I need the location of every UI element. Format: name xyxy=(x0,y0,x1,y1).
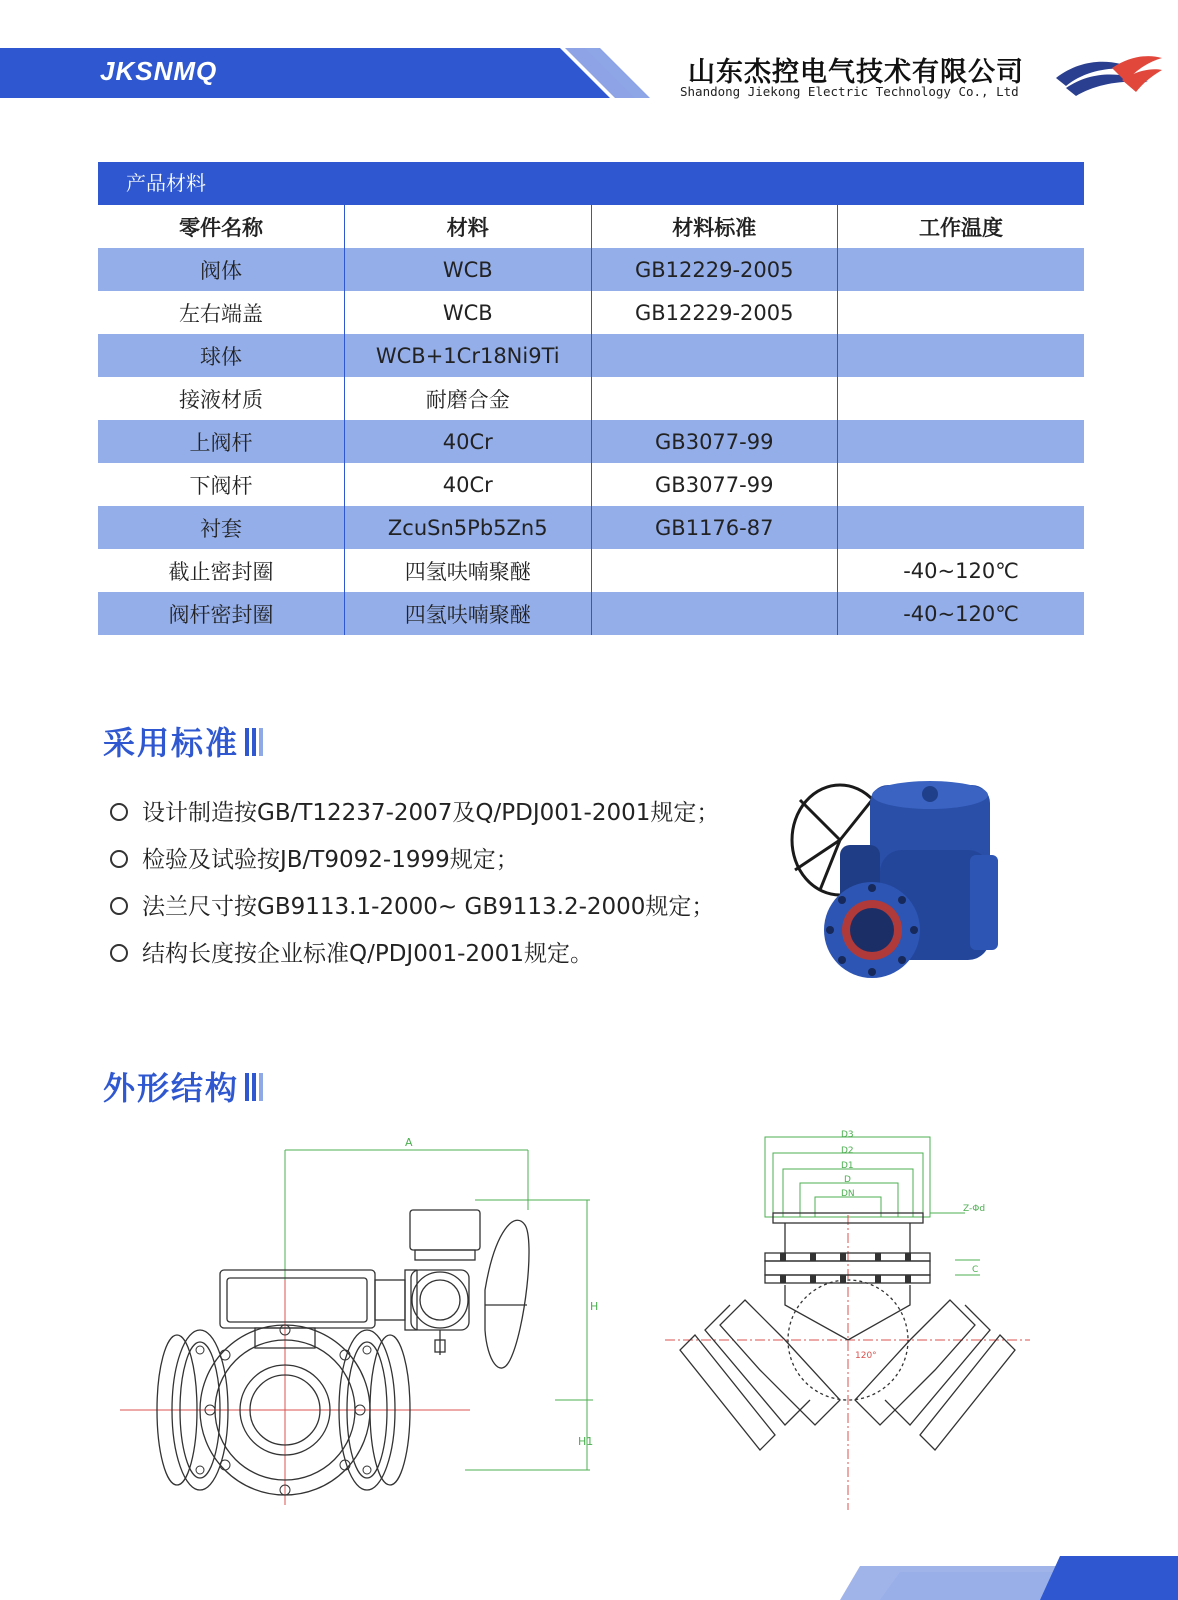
list-item-text: 设计制造按GB/T12237-2007及Q/PDJ001-2001规定； xyxy=(142,800,720,826)
table-cell xyxy=(838,506,1085,549)
table-cell: 阀杆密封圈 xyxy=(98,592,345,635)
bullet-circle-icon xyxy=(110,850,128,868)
company-logo-icon xyxy=(1052,48,1164,98)
top-view-drawing xyxy=(665,1125,1045,1525)
title-bars-icon xyxy=(245,1071,266,1109)
table-cell: 衬套 xyxy=(98,506,345,549)
table-row xyxy=(98,592,1084,635)
table-cell: 下阀杆 xyxy=(189,473,253,498)
list-item-text: 结构长度按企业标准Q/PDJ001-2001规定。 xyxy=(142,941,593,967)
company-name-cn: 山东杰控电气技术有限公司 xyxy=(688,57,1024,88)
table-cell: GB3077-99 xyxy=(591,463,838,506)
table-cell xyxy=(591,592,838,635)
list-item xyxy=(110,790,719,837)
table-cell: GB12229-2005 xyxy=(591,291,838,334)
table-cell: WCB xyxy=(345,248,592,291)
list-item-text: 检验及试验按JB/T9092-1999规定； xyxy=(142,847,519,873)
table-cell: GB1176-87 xyxy=(591,506,838,549)
table-cell xyxy=(591,549,838,592)
bullet-circle-icon xyxy=(110,897,128,915)
table-header-row xyxy=(98,205,1084,248)
table-row xyxy=(98,248,1084,291)
dim-label-d3: D3 xyxy=(841,1130,854,1140)
list-item xyxy=(110,837,719,884)
table-cell: 球体 xyxy=(98,334,345,377)
list-item xyxy=(110,931,719,978)
table-cell: WCB+1Cr18Ni9Ti xyxy=(345,334,592,377)
table-cell: GB12229-2005 xyxy=(591,248,838,291)
table-row xyxy=(98,420,1084,463)
table-cell: 阀体 xyxy=(98,248,345,291)
table-row xyxy=(98,549,1084,592)
table-cell: ZcuSn5Pb5Zn5 xyxy=(345,506,592,549)
title-bars-icon xyxy=(245,726,266,764)
column-header: 工作温度 xyxy=(838,205,1085,248)
dim-label-h: H xyxy=(590,1300,599,1313)
table-cell: 四氢呋喃聚醚 xyxy=(345,592,592,635)
table-cell xyxy=(838,463,1085,506)
table-row xyxy=(98,463,1084,506)
structure-heading xyxy=(103,1063,266,1109)
table-cell: 40Cr xyxy=(345,463,592,506)
table-cell: 四氢呋喃聚醚 xyxy=(345,549,592,592)
table-cell xyxy=(838,291,1085,334)
table-cell: 40Cr xyxy=(345,420,592,463)
materials-grid xyxy=(98,205,1084,635)
dim-label-d2: D2 xyxy=(841,1146,854,1156)
table-cell: 截止密封圈 xyxy=(168,559,274,584)
table-row xyxy=(98,334,1084,377)
bullet-circle-icon xyxy=(110,944,128,962)
table-cell xyxy=(838,334,1085,377)
dim-label-c: C xyxy=(972,1265,979,1275)
dim-label-a: A xyxy=(405,1136,413,1149)
table-row xyxy=(98,377,1084,420)
structure-title: 外形结构 xyxy=(103,1069,240,1107)
list-item xyxy=(110,884,719,931)
table-cell: -40~120℃ xyxy=(838,549,1085,592)
table-cell xyxy=(838,420,1085,463)
dim-label-h1: H1 xyxy=(578,1435,594,1448)
table-cell: 接液材质 xyxy=(179,387,263,412)
bullet-circle-icon xyxy=(110,803,128,821)
valve-product-image xyxy=(780,770,1030,1000)
brand-name: JKSNMQ xyxy=(100,56,218,86)
header-band xyxy=(0,48,660,98)
table-cell xyxy=(591,334,838,377)
materials-table xyxy=(98,162,1084,635)
standards-list xyxy=(110,790,719,978)
dim-label-zd: Z-Φd xyxy=(963,1204,986,1214)
standards-heading xyxy=(103,718,266,764)
table-cell: -40~120℃ xyxy=(838,592,1085,635)
column-header: 零件名称 xyxy=(179,215,263,240)
column-header: 材料 xyxy=(345,205,592,248)
table-cell: GB3077-99 xyxy=(591,420,838,463)
column-header: 材料标准 xyxy=(591,205,838,248)
materials-table-title: 产品材料 xyxy=(98,162,1084,205)
table-cell xyxy=(838,377,1085,420)
dim-label-d1: D1 xyxy=(841,1161,854,1171)
table-cell xyxy=(838,248,1085,291)
table-row xyxy=(98,506,1084,549)
dim-label-dn: DN xyxy=(841,1189,855,1199)
table-cell: 左右端盖 xyxy=(179,301,263,326)
footer-band xyxy=(840,1556,1178,1600)
angle-label: 120° xyxy=(855,1351,877,1361)
dim-label-d: D xyxy=(844,1175,851,1185)
company-name-en: Shandong Jiekong Electric Technology Co., Ltd xyxy=(680,84,1019,99)
table-cell: 耐磨合金 xyxy=(345,377,592,420)
table-cell xyxy=(591,377,838,420)
side-view-drawing xyxy=(115,1130,605,1510)
list-item-text: 法兰尺寸按GB9113.1-2000~ GB9113.2-2000规定； xyxy=(142,894,715,920)
table-row xyxy=(98,291,1084,334)
table-cell: 上阀杆 xyxy=(98,420,345,463)
standards-title: 采用标准 xyxy=(103,724,240,762)
table-cell: WCB xyxy=(345,291,592,334)
